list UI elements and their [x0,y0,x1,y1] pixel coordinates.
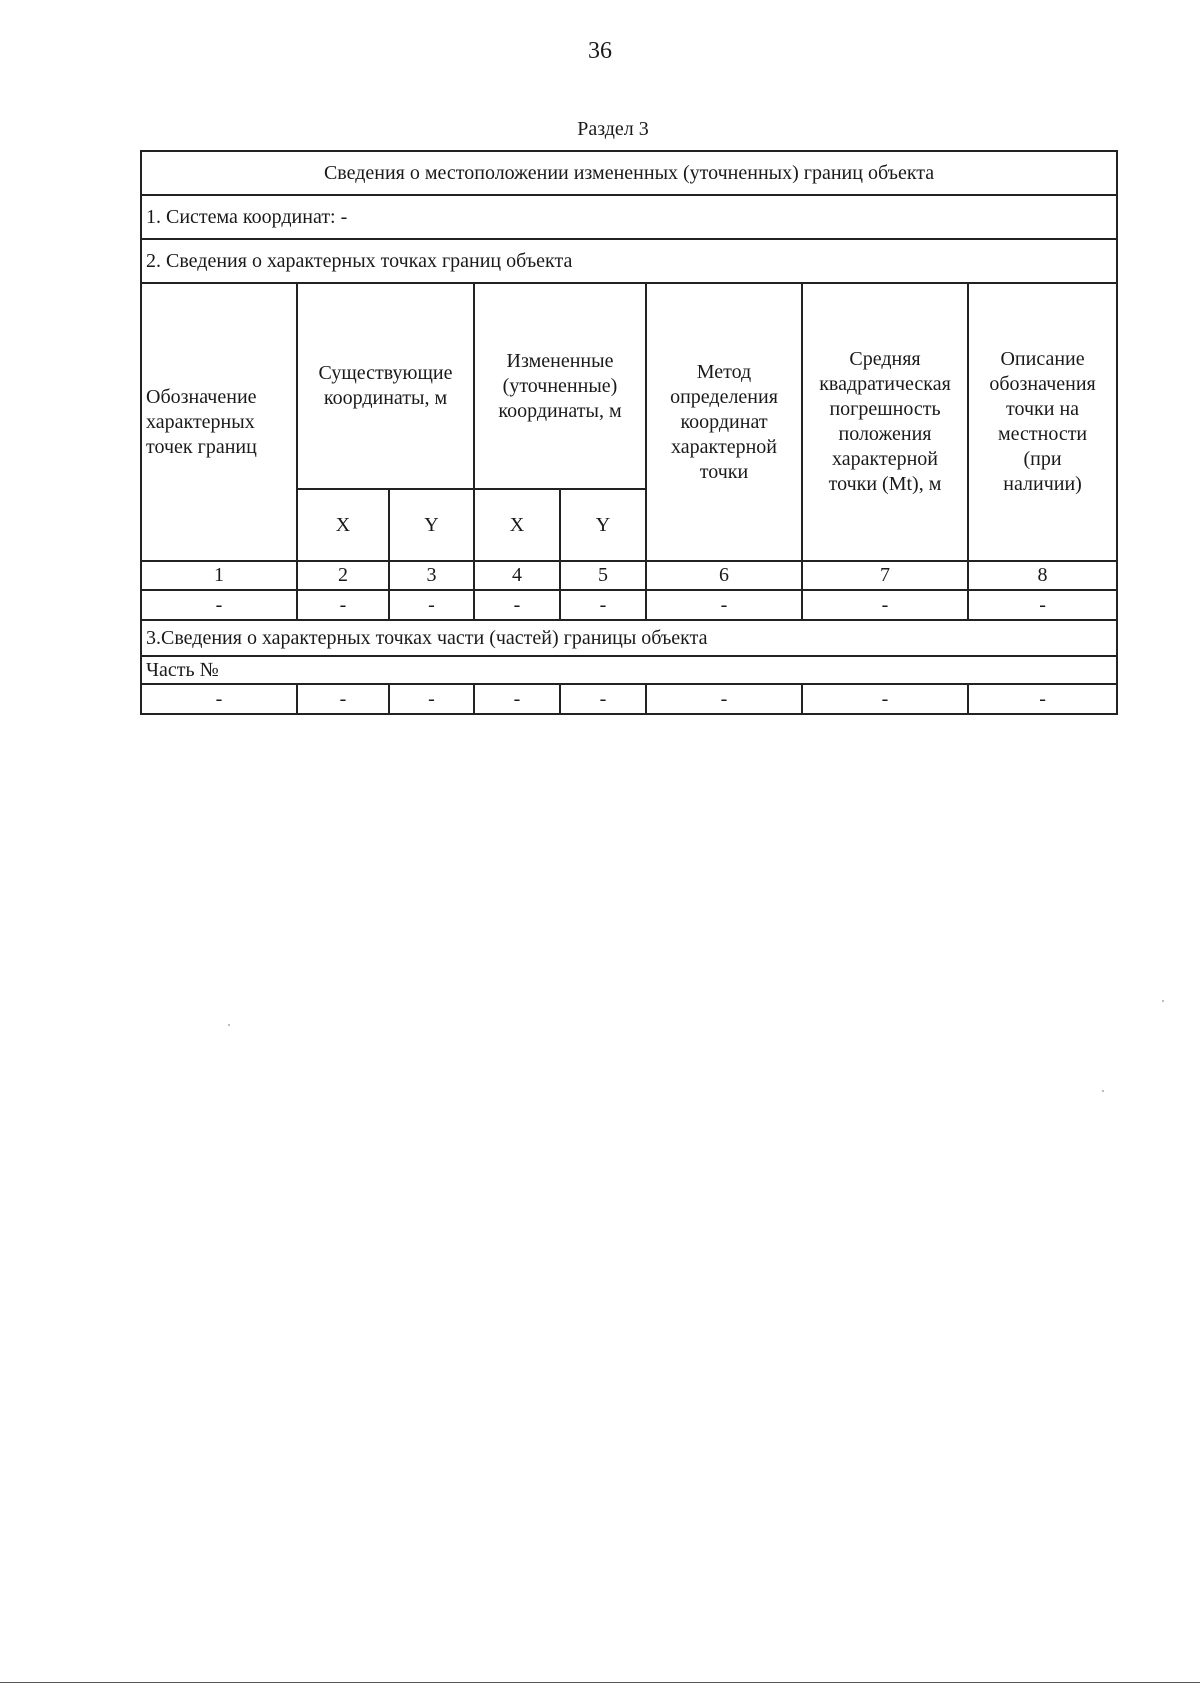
table-cell: - [474,684,560,714]
table-cell: - [297,684,389,714]
header-existing-y: Y [389,489,474,561]
header-existing-coords-line: Существующие [318,362,453,384]
parts-heading-row: 3.Сведения о характерных точках части (частей) границы объекта [141,620,1117,656]
section-label: Раздел 3 [577,118,649,140]
header-existing-coords-line: координаты, м [323,387,448,409]
table-title: Сведения о местоположении измененных (уточненных) границ объекта [141,151,1117,195]
table-cell: - [389,590,474,620]
column-number: 4 [474,561,560,590]
header-mean-error-line: точки (Mt), м [828,473,942,495]
column-number: 5 [560,561,646,590]
header-mean-error-line: характерной [832,448,938,470]
scan-speck [228,1024,230,1026]
header-designation-line: характерных [146,410,255,433]
header-mean-error-line: Средняя [849,348,921,370]
table-cell: - [802,590,968,620]
boundary-table [140,150,1118,715]
part-number-row: Часть № [141,656,1117,684]
scan-speck [1162,1000,1164,1002]
header-designation-line: точек границ [146,435,257,458]
page-number: 36 [588,38,612,64]
column-number: 2 [297,561,389,590]
table-cell: - [560,590,646,620]
table-cell: - [968,590,1117,620]
points-data-row [141,590,1117,620]
header-existing-coords [297,283,474,489]
header-changed-y: Y [560,489,646,561]
header-changed-coords-line: Измененные [506,349,614,372]
scan-speck [1102,1090,1104,1092]
table-cell: - [802,684,968,714]
column-number: 8 [968,561,1117,590]
header-method-line: характерной [671,435,777,458]
table-cell: - [297,590,389,620]
column-number: 7 [802,561,968,590]
header-description-line: Описание [1000,348,1085,370]
header-mean-error-line: положения [838,423,932,445]
bottom-rule [0,1682,1200,1683]
header-method [646,283,802,561]
header-changed-coords-line: координаты, м [498,399,622,422]
header-description-line: обозначения [989,373,1096,395]
table-cell: - [474,590,560,620]
header-mean-error-line: погрешность [829,398,941,420]
column-numbers-row [141,561,1117,590]
header-existing-x: X [297,489,389,561]
header-designation-line: Обозначение [146,385,257,408]
header-designation [141,283,297,561]
header-mean-error-line: квадратическая [819,373,951,395]
column-number: 6 [646,561,802,590]
header-description-line: точки на [1006,398,1080,420]
header-description-line: наличии) [1003,473,1082,495]
table-cell: - [646,684,802,714]
header-changed-coords [474,283,646,489]
header-mean-error [802,283,968,561]
table-cell: - [141,684,297,714]
column-number: 3 [389,561,474,590]
column-number: 1 [141,561,297,590]
header-method-line: определения [670,385,778,408]
table-cell: - [560,684,646,714]
header-changed-x: X [474,489,560,561]
header-description [968,283,1117,561]
header-method-line: Метод [696,360,752,383]
header-description-line: (при [1023,448,1062,470]
header-method-line: точки [699,460,749,483]
header-method-line: координат [680,410,768,433]
points-heading-row: 2. Сведения о характерных точках границ объекта [141,239,1117,283]
table-cell: - [389,684,474,714]
parts-data-row [141,684,1117,714]
header-description-line: местности [997,423,1088,445]
table-cell: - [646,590,802,620]
header-changed-coords-line: (уточненные) [502,374,618,397]
coord-system-row: 1. Система координат: - [141,195,1117,239]
table-cell: - [141,590,297,620]
table-cell: - [968,684,1117,714]
